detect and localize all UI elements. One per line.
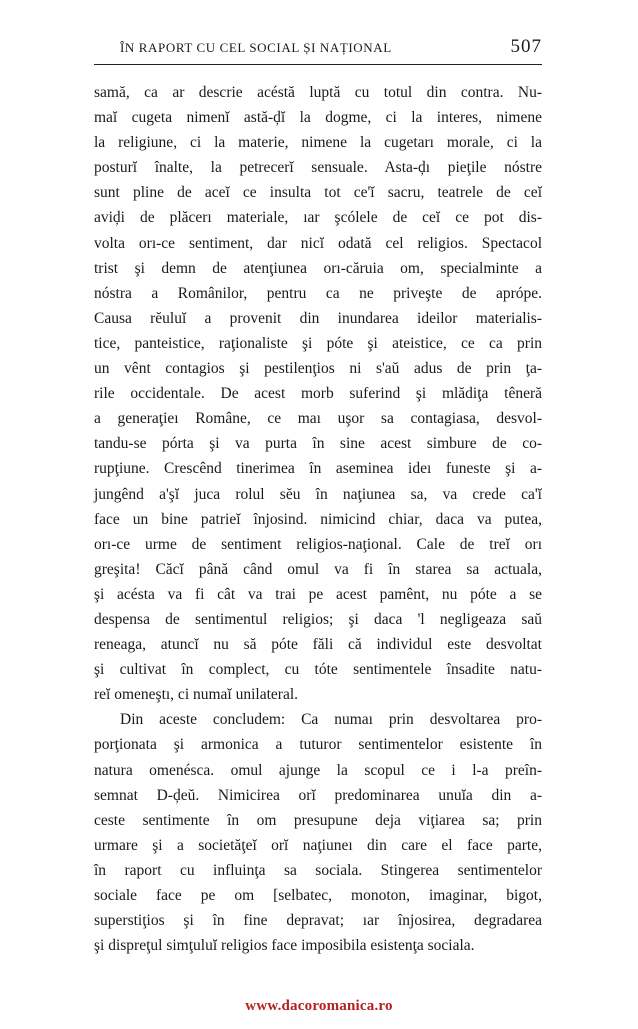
text-line: un vênt contagios şi pestilenţios ni s'aŭ adus de prin ţa- — [94, 360, 542, 378]
text-line: superstiţios şi în fine depravat; ıar înjosirea, degradarea — [94, 912, 542, 930]
text-line: tandu-se pórta şi va purta în sine acest simbure de co- — [94, 435, 542, 453]
text-line: şi acésta va fi cât va trai pe acest pamênt, nu póte a se — [94, 585, 542, 603]
text-line: natura omenéscа. omul ajunge la scopul ce i l-a preîn- — [94, 761, 542, 779]
text-line: rupţiune. Crescênd tinerimea în aseminea ideı funeste şi a- — [94, 460, 542, 478]
text-line: Din aceste concludem: Ca numaı prin desvoltarea pro- — [120, 711, 542, 729]
text-line: orı-ce urme de sentiment religios-naţional. Cale de treĭ orı — [94, 535, 542, 553]
running-head: ÎN RAPORT CU CEL SOCIAL ȘI NAȚIONAL — [120, 40, 392, 55]
text-line: şi cultivat în complect, cu tóte sentimentele însadite natu- — [94, 661, 542, 679]
text-line: jungênd a'şĭ juca rolul sĕu în naţiunea sa, va crede ca'ĭ — [94, 485, 542, 503]
text-line: a generaţieı Române, ce maı uşor sa contagiasa, desvol- — [94, 410, 542, 428]
body-text — [94, 80, 542, 958]
text-line: maĭ cugeta nimenĭ astă-ḑĭ la dogme, ci la interes, nimene — [94, 109, 542, 127]
text-line: despensa de sentimentul religios; şi daca 'l negligeaza saŭ — [94, 610, 542, 628]
text-line: trist şi demn de atenţiunea orı-căruia om, specialminte a — [94, 259, 542, 277]
watermark-link[interactable]: www.dacoromanica.ro — [245, 998, 393, 1014]
text-line: samă, ca ar descrie acéstă luptă cu totul din contra. Nu- — [94, 84, 542, 101]
text-line: reĭ omeneştı, ci numaĭ unilateral. — [94, 686, 299, 704]
text-line: sunt pline de aceĭ ce insulta tot ce'ĭ sacru, teatrele de ceĭ — [94, 184, 542, 202]
text-line: nóstra a Românilor, pentru ca ne priveşte de aprópe. — [94, 284, 542, 302]
text-line: Causa rĕuluĭ a provenit din inundarea ideilor materialis- — [94, 309, 542, 327]
text-line: aviḑi de plăcerı materiale, ıar şcólele de ceĭ ce pot dis- — [94, 209, 542, 227]
text-line: semnat D-ḑeŭ. Nimicirea orĭ predominarea unuĭa din a- — [94, 786, 542, 804]
text-line: reneaga, atuncĭ nu să póte făli că individul este desvoltat — [94, 636, 542, 654]
text-line: posturĭ înalte, la petrecerĭ sensuale. Asta-ḑı pieţile nóstre — [94, 159, 542, 177]
page-number: 507 — [510, 36, 542, 57]
text-line: volta orı-ce sentiment, dar nicĭ odată cel religios. Spectacol — [94, 234, 542, 252]
text-line: la religiune, ci la materie, nimene la cugetarı morale, ci la — [94, 134, 542, 152]
text-line: în raport cu influinţa sa sociala. Stingerea sentimentelor — [94, 861, 542, 879]
text-line: ceste sentimente în om presupune deja viţiarea sa; prin — [94, 811, 542, 829]
text-line: urmare şi a societăţeĭ orĭ naţiuneı din care el face parte, — [94, 836, 542, 854]
text-line: rile occidentale. De acest morb suferind şi mlădiţa têneră — [94, 385, 542, 403]
text-line: tice, panteistice, raţionaliste şi póte şi ateistice, ce ca prin — [94, 334, 542, 352]
text-line: face un bine patrieĭ înjosind. nimicind chiar, daca va putea, — [94, 510, 542, 528]
header-rule — [94, 64, 542, 65]
text-line: sociale face pe om [selbatec, monoton, imaginar, bigot, — [94, 887, 542, 904]
text-line: porţionata şi armonica a tuturor sentimentelor esistente în — [94, 736, 542, 754]
text-line: şi dispreţul simţuluĭ religios face imposibila esistenţa sociala. — [94, 937, 475, 955]
text-line: greşita! Căcĭ până când omul va fi în starea sa actuala, — [94, 560, 542, 578]
page-header — [94, 36, 542, 60]
